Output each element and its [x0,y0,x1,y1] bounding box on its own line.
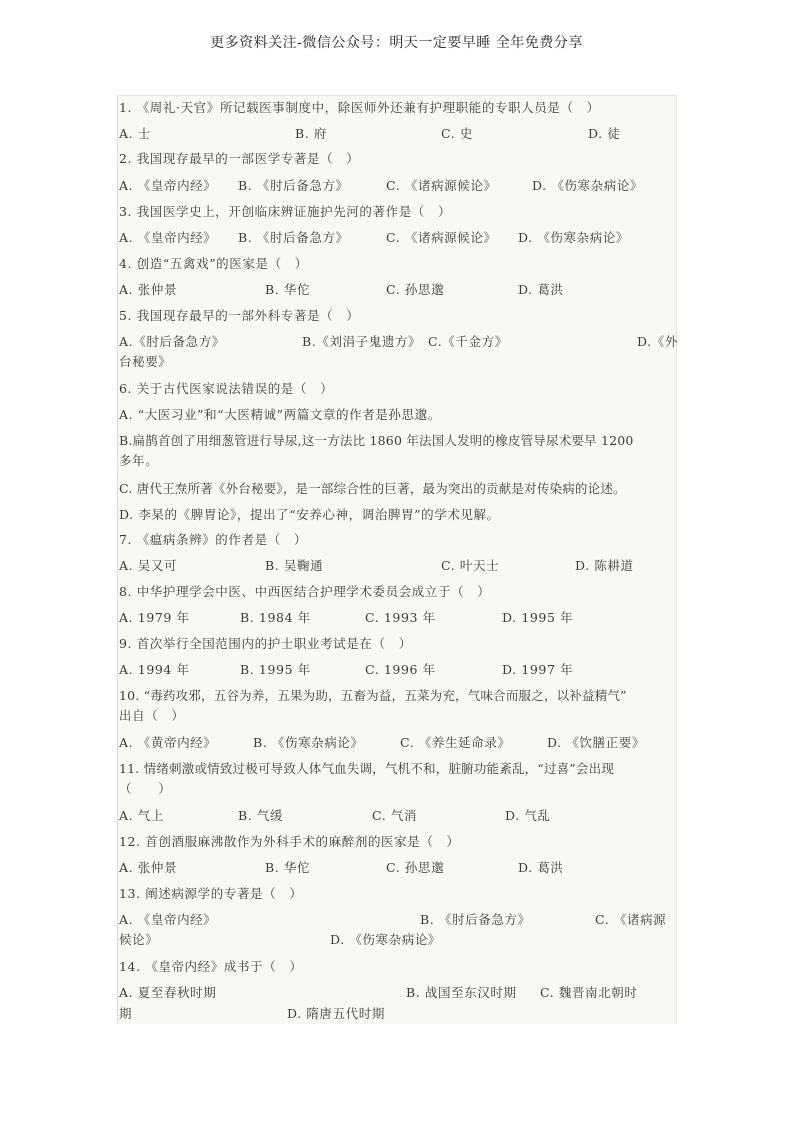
option: B. 吴鞠通 [265,558,324,573]
option: C. 《养生延命录》 [400,735,511,750]
option-continued: 期 [119,1006,133,1021]
option: A. 张仲景 [119,282,178,297]
option: D. 气乱 [505,808,551,823]
option: B. 《肘后备急方》 [238,178,349,193]
option: D. 《伤寒杂病论》 [532,178,644,193]
option: C. 孙思邈 [386,282,445,297]
option: C. 《诸病源 [595,912,667,927]
option: A. 《皇帝内经》 [119,912,217,927]
option: A. 1979 年 [119,610,190,625]
option: A.《肘后备急方》 [119,334,225,349]
option: A. “大医习业”和“大医精诚”两篇文章的作者是孙思邈。 [119,407,441,422]
option: D. 1997 年 [502,662,574,677]
option: A. 《皇帝内经》 [119,178,217,193]
option-continued: 多年。 [119,453,159,468]
option: B. 1984 年 [240,610,311,625]
question-8: 8. 中华护理学会中医、中西医结合护理学术委员会成立于（ ） [119,584,491,599]
option: C. 《诸病源候论》 [386,230,497,245]
option: D. 葛洪 [518,282,564,297]
question-5: 5. 我国现存最早的一部外科专著是（ ） [119,308,360,323]
option: D. 隋唐五代时期 [287,1006,385,1021]
option: D. 《伤寒杂病论》 [518,230,630,245]
question-6: 6. 关于古代医家说法错误的是（ ） [119,381,334,396]
option: B. 《伤寒杂病论》 [253,735,364,750]
option: B. 府 [295,126,328,141]
question-14: 14. 《皇帝内经》成书于（ ） [119,959,303,974]
question-3: 3. 我国医学史上，开创临床辨证施护先河的著作是（ ） [119,204,452,219]
option: C. 1996 年 [365,662,436,677]
question-1: 1. 《周礼·天官》所记载医事制度中，除医师外还兼有护理职能的专职人员是（ ） [119,100,600,115]
option: C. 唐代王焘所著《外台秘要》，是一部综合性的巨著，最为突出的贡献是对传染病的论述。 [119,481,626,496]
option: D. 《伤寒杂病论》 [330,932,442,947]
option: C. 史 [441,126,473,141]
option: B. 战国至东汉时期 [406,985,517,1000]
page-header: 更多资料关注-微信公众号：明天一定要早睡 全年免费分享 [210,35,583,51]
option: A. 张仲景 [119,860,178,875]
question-11: 11. 情绪刺激或情致过极可导致人体气血失调，气机不和，脏腑功能紊乱，“过喜”会出现 [119,761,615,776]
option-continued: 候论》 [119,932,159,947]
option: D. 《饮膳正要》 [547,735,645,750]
option: A. 吴又可 [119,558,178,573]
question-12: 12. 首创酒服麻沸散作为外科手术的麻醉剂的医家是（ ） [119,834,460,849]
option: B. 《肘后备急方》 [420,912,531,927]
option-continued: 台秘要》 [119,354,172,369]
option: A. 气上 [119,808,164,823]
option: B. 气缓 [238,808,284,823]
option: C. 孙思邈 [386,860,445,875]
option: C. 气消 [372,808,418,823]
option: C. 魏晋南北朝时 [540,985,638,1000]
option: C. 1993 年 [365,610,436,625]
option: B. 华佗 [265,860,311,875]
question-9: 9. 首次举行全国范围内的护士职业考试是在（ ） [119,636,412,651]
option: B. 《肘后备急方》 [238,230,349,245]
question-10-continued: 出自（ ） [119,708,185,723]
option: D. 李杲的《脾胃论》，提出了“安养心神，调治脾胃”的学术见解。 [119,507,500,522]
option: D. 陈耕道 [575,558,634,573]
option: D. 1995 年 [502,610,574,625]
question-13: 13. 阐述病源学的专著是（ ） [119,886,303,901]
question-4: 4. 创造“五禽戏”的医家是（ ） [119,256,308,271]
option: C. 《诸病源候论》 [386,178,497,193]
option: A. 《皇帝内经》 [119,230,217,245]
option: C. 叶天士 [441,558,500,573]
option: A. 《黄帝内经》 [119,735,217,750]
option: A. 1994 年 [119,662,190,677]
option: B. 1995 年 [240,662,311,677]
option: B.《刘涓子鬼遗方》 [302,334,422,349]
option: D. 葛洪 [518,860,564,875]
option: D.《外 [637,334,678,349]
question-10: 10. “毒药攻邪，五谷为养，五果为助，五畜为益，五菜为充，气味合而服之，以补益精气” [119,688,627,703]
option: B. 华佗 [265,282,311,297]
option: A. 士 [119,126,151,141]
option: D. 徒 [588,126,621,141]
option: C.《千金方》 [428,334,508,349]
option: B.扁鹊首创了用细葱管进行导尿,这一方法比 1860 年法国人发明的橡皮管导尿术要早 1200 [119,433,634,448]
question-11-continued: （ ） [119,781,172,796]
question-2: 2. 我国现存最早的一部医学专著是（ ） [119,151,360,166]
question-7: 7. 《瘟病条辨》的作者是（ ） [119,532,308,547]
option: A. 夏至春秋时期 [119,985,217,1000]
